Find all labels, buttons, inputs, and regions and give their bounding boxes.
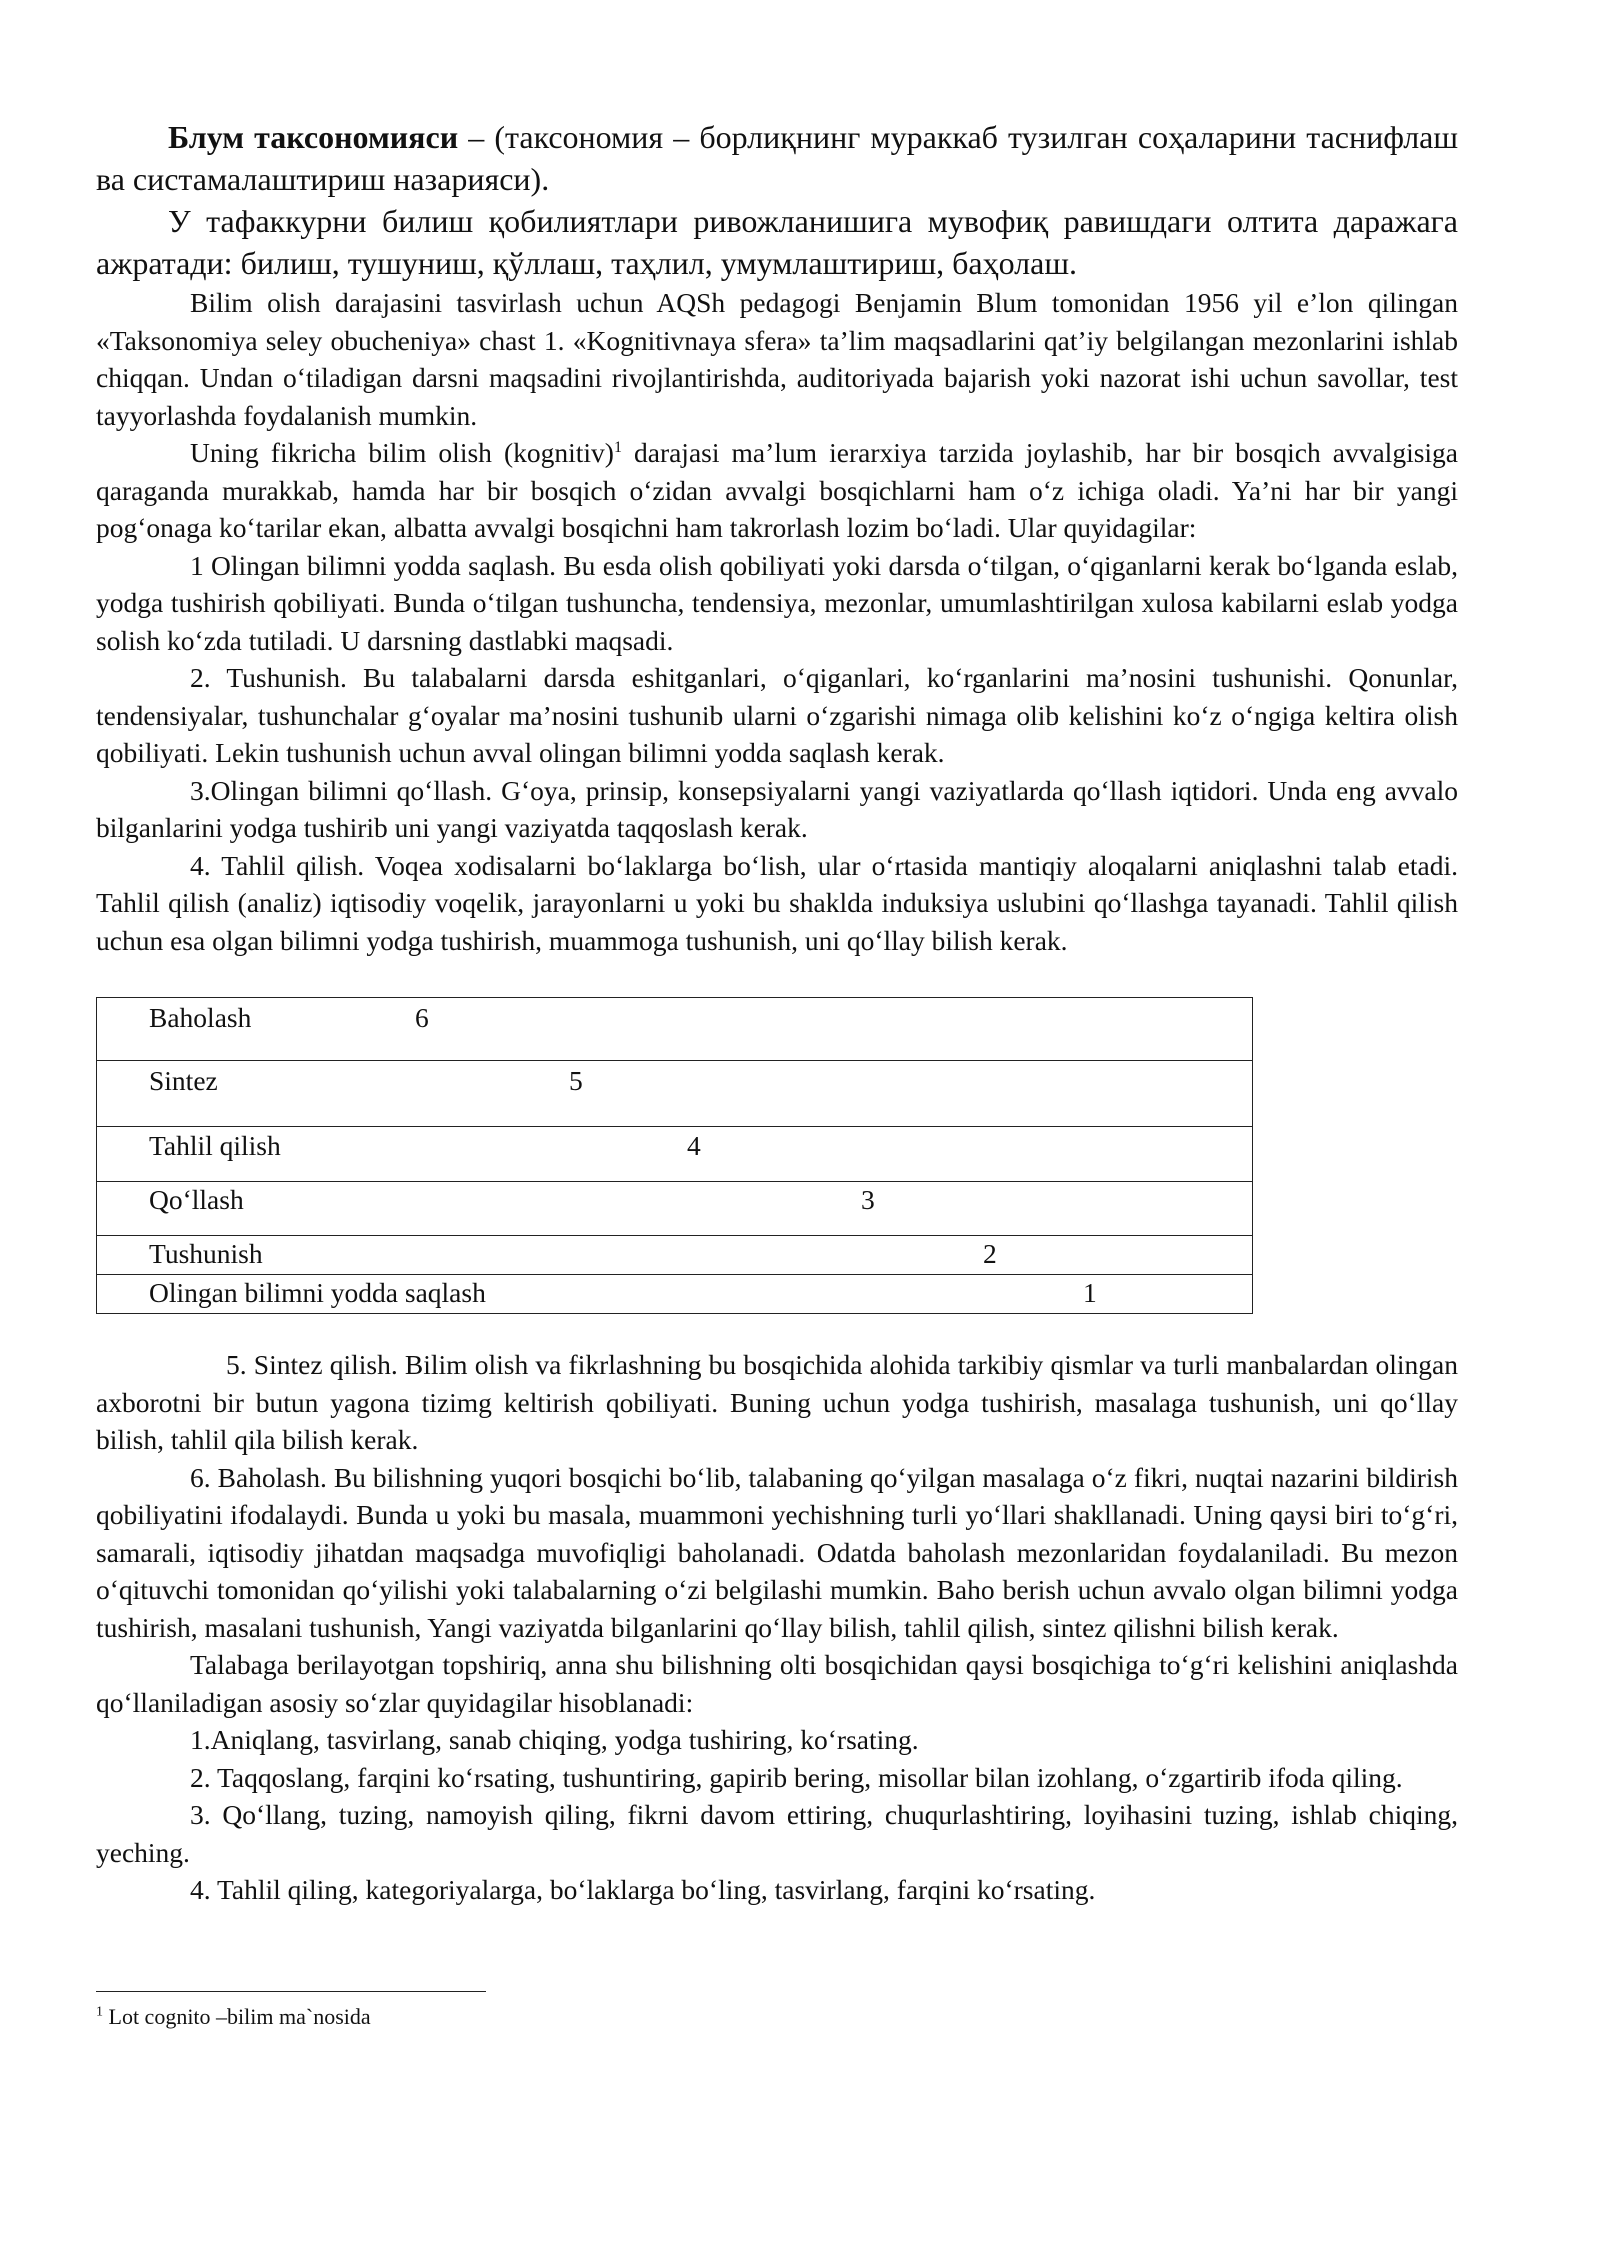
- paragraph-level-5: 5. Sintez qilish. Bilim olish va fikrlashning bu bosqichida alohida tarkibiy qismlar va turli manbalardan olingan axborotni bir butun yagona tizimg keltirish qobiliyati. Buning uchun yodga tushirish, masalaga tushunish, uni qo‘llay bilish, tahlil qila bilish kerak.: [96, 1349, 1458, 1455]
- keyword-list-item: 1.Aniqlang, tasvirlang, sanab chiqing, yodga tushiring, ko‘rsating.: [190, 1724, 919, 1755]
- footnote-reference: 1: [613, 438, 622, 456]
- row-label: Tushunish: [149, 1238, 263, 1269]
- paragraph-blum-criteria: Bilim olish darajasini tasvirlash uchun AQSh pedagogi Benjamin Blum tomonidan 1956 yil e’lon qilingan «Taksonomiya seley obucheniya» chast 1. «Kognitivnaya sfera» ta’lim maqsadlarini qat’iy belgilangan mezonlarini ishlab chiqqan. Undan o‘tiladigan darsni maqsadini rivojlantirishda, auditoriyada bajarish yoki nazorat ishi uchun savollar, test tayyorlashda foydalanish mumkin.: [96, 287, 1458, 431]
- footnote-mark: 1: [96, 2004, 103, 2020]
- paragraph-level-4: 4. Tahlil qilish. Voqea xodisalarni bo‘laklarga bo‘lish, ular o‘rtasida mantiqiy aloqalarni aniqlashni talab etadi. Tahlil qilish (analiz) iqtisodiy voqelik, jarayonlarni u yoki bu shaklda induksiya uslubini qo‘llashga tayanadi. Tahlil qilish uchun esa olgan bilimni yodga tushirish, muammoga tushunish, uni qo‘llay bilish kerak.: [96, 849, 1458, 956]
- row-number: 1: [1083, 1277, 1097, 1308]
- row-number: 4: [687, 1130, 701, 1161]
- table-row: [97, 1061, 1253, 1127]
- paragraph-level-6: 6. Baholash. Bu bilishning yuqori bosqichi bo‘lib, talabaning qo‘yilgan masalaga o‘z fikri, nuqtai nazarini bildirish qobiliyatini ifodalaydi. Bunda u yoki bu masala, muammoni yechishning turli yo‘llari shakllanadi. Uning qaysi biri to‘g‘ri, samarali, iqtisodiy jihatdan maqsadga muvofiqligi baholanadi. Odatda baholash mezonlaridan foydalaniladi. Bu mezon o‘qituvchi tomonidan qo‘yilishi yoki talabalarning o‘zi belgilashi mumkin. Baho berish uchun avvalo olgan bilimni yodga tushirish, masalani tushunish, Yangi vaziyatda bilganlarini qo‘llay bilish, tahlil qilish, sintez qilishni bilish kerak.: [96, 1461, 1458, 1643]
- footnote-text: Lot cognito –bilim ma`nosida: [103, 2003, 371, 2029]
- row-label: Olingan bilimni yodda saqlash: [149, 1277, 486, 1308]
- paragraph-keywords-intro: Talabaga berilayotgan topshiriq, anna shu bilishning olti bosqichidan qaysi bosqichiga to‘g‘ri kelishini aniqlashda qo‘llaniladigan asosiy so‘zlar quyidagilar hisoblanadi:: [96, 1649, 1458, 1718]
- document-page: [96, 116, 1458, 2032]
- row-label: Tahlil qilish: [149, 1130, 281, 1161]
- paragraph-hierarchy-rest: darajasi ma’lum ierarxiya tarzida joylashib, har bir bosqich avvalgisiga qaraganda murakkab, hamda har bir bosqich o‘zidan avvalgi bosqichlarni ham o‘z ichiga oladi. Ya’ni har bir yangi pog‘onaga ko‘tarilar ekan, albatta avvalgi bosqichni ham takrorlash lozim bo‘ladi. Ular quyidagilar:: [96, 437, 1459, 543]
- keyword-list-item: 3. Qo‘llang, tuzing, namoyish qiling, fikrni davom ettiring, chuqurlashtiring, loyihasini tuzing, ishlab chiqing, yeching.: [96, 1799, 1458, 1868]
- table-row: [97, 998, 1253, 1061]
- taxonomy-table: [96, 997, 1253, 1314]
- table-row: [97, 1182, 1253, 1236]
- paragraph-level-1: 1 Olingan bilimni yodda saqlash. Bu esda olish qobiliyati yoki darsda o‘tilgan, o‘qiganlarni kerak bo‘lganda eslab, yodga tushirish qobiliyati. Bunda o‘tilgan tushuncha, tendensiya, mezonlar, umumlashtirilgan xulosa kabilarni eslab yodga solish ko‘zda tutiladi. U darsning dastlabki maqsadi.: [96, 549, 1458, 656]
- term-title: Блум таксономияси: [168, 119, 459, 155]
- table-row: [97, 1275, 1253, 1314]
- row-number: 3: [861, 1184, 875, 1215]
- table-row: [97, 1127, 1253, 1182]
- keyword-list-item: 2. Taqqoslang, farqini ko‘rsating, tushuntiring, gapirib bering, misollar bilan izohlang, o‘zgartirib ifoda qiling.: [190, 1761, 1403, 1793]
- intro-definition: [96, 116, 1458, 200]
- keyword-list-item: 4. Tahlil qiling, kategoriyalarga, bo‘laklarga bo‘ling, tasvirlang, farqini ko‘rsating.: [190, 1874, 1096, 1905]
- row-label: Baholash: [149, 1002, 252, 1033]
- row-number: 6: [415, 1002, 429, 1033]
- footnote-separator: [96, 1991, 486, 1992]
- row-number: 5: [569, 1065, 583, 1096]
- row-label: Sintez: [149, 1065, 218, 1096]
- paragraph-level-3: 3.Olingan bilimni qo‘llash. G‘oya, prinsip, konsepsiyalarni yangi vaziyatlarda qo‘llash iqtidori. Unda eng avvalo bilganlarini yodga tushirib uni yangi vaziyatda taqqoslash kerak.: [96, 774, 1458, 843]
- row-label: Qo‘llash: [149, 1184, 244, 1215]
- paragraph-level-2: 2. Tushunish. Bu talabalarni darsda eshitganlari, o‘qiganlari, ko‘rganlarini ma’nosini tushunishi. Qonunlar, tendensiyalar, tushunchalar g‘oyalar ma’nosini tushunib ularni o‘zgarishi nimaga olib kelishini ko‘z o‘ngiga keltira olish qobiliyati. Lekin tushunish uchun avval olingan bilimni yodda saqlash kerak.: [96, 662, 1458, 768]
- intro-levels: У тафаккурни билиш қобилиятлари ривожланишига мувофиқ равишдаги олтита даражага ажратади: билиш, тушуниш, қўллаш, таҳлил, умумлаштириш, баҳолаш.: [96, 203, 1458, 281]
- row-number: 2: [983, 1238, 997, 1269]
- term-definition: – (таксономия – борлиқнинг мураккаб тузилган соҳаларини таснифлаш ва систамалаштириш назарияси).: [96, 119, 1459, 197]
- footnote: [96, 2002, 1458, 2032]
- table-row: [97, 1236, 1253, 1275]
- paragraph-hierarchy-start: Uning fikricha bilim olish (kognitiv): [190, 437, 614, 468]
- paragraph-hierarchy: [96, 434, 1458, 547]
